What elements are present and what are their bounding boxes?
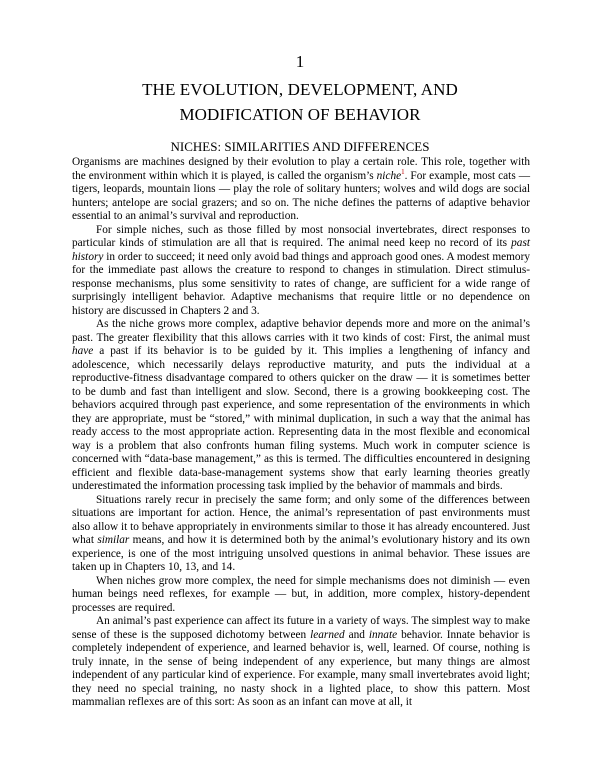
paragraph-2: For simple niches, such as those filled by most nonsocial invertebrates, direct responses to particular kinds of stimulation are all that is required. The animal need keep no record of its past history in order to succeed; it need only avoid bad things and approach good ones. A modest memory for the immediate past allows the creature to respond to changes in stimulation. Direct stimulus-response mechanisms, plus some sensitivity to rates of change, are sufficient for a wide range of surprisingly intelligent behavior. Adaptive mechanisms that require little or no dependence on history are discussed in Chapters 2 and 3. [72, 223, 530, 317]
body-text [72, 156, 530, 710]
emphasis-past-history: past history [72, 237, 530, 263]
emphasis-learned: learned [310, 628, 345, 641]
chapter-number: 1 [295, 52, 305, 71]
paragraph-6: An animal’s past experience can affect its future in a variety of ways. The simplest way to make sense of these is the supposed dichotomy between learned and innate behavior. Innate behavior is completely independent of experience, and learned behavior is, well, learned. Of course, nothing is truly innate, in the sense of being independent of any experience, but many things are almost independent of any particular kind of experience. For example, many small invertebrates avoid light; they need no special training, no nasty shock in a lighted place, to show this pattern. Most mammalian reflexes are of this sort: As soon as an infant can move at all, it [72, 615, 530, 708]
emphasis-similar: similar [97, 534, 130, 546]
niche-term: niche [376, 169, 402, 182]
paragraph-5: When niches grow more complex, the need for simple mechanisms does not diminish — even human beings need reflexes, for example — but, in addition, more complex, history-dependent processes are required. [72, 574, 530, 614]
paragraph-4: Situations rarely recur in precisely the same form; and only some of the differences between situations are important for action. Hence, the animal’s representation of past environments must also allow it to behave appropriately in environments similar to those it has already encountered. Just what similar means, and how it is determined both by the animal’s evolutionary history and its own experience, is one of the most intriguing unsolved questions in animal behavior. These issues are taken up in Chapters 10, 13, and 14. [72, 493, 530, 573]
footnote-marker[interactable]: 1 [401, 167, 405, 176]
emphasis-have: have [72, 345, 94, 357]
section-heading: NICHES: SIMILARITIES AND DIFFERENCES [170, 139, 430, 154]
chapter-title-line-2: MODIFICATION OF BEHAVIOR [179, 105, 421, 124]
paragraph-1: Organisms are machines designed by their evolution to play a certain role. This role, together with the environment within which it is played, is called the organism’s niche$^1$. For example, most cats — tigers, leopards, mountain lions — play the role of solitary hunters; wolves and wild dogs are social hunters; antelope are social grazers; and so on. The niche defines the patterns of adaptive behavior essential to an animal’s survival and reproduction. [72, 156, 530, 222]
emphasis-innate: innate [368, 628, 398, 641]
chapter-title-line-1: THE EVOLUTION, DEVELOPMENT, AND [142, 80, 458, 99]
paragraph-3: As the niche grows more complex, adaptive behavior depends more and more on the animal’s past. The greater flexibility that this allows carries with it two kinds of cost: First, the animal must have a past if its behavior is to be guided by it. This implies a lengthening of infancy and adolescence, which necessarily delays reproductive maturity, and puts the individual at a reproductive-fitness disadvantage compared to others quicker on the draw — it is sometimes better to be dumb and fast than intelligent and slow. Second, there is a growing bookkeeping cost. The behaviors acquired through past experience, and some representation of the environments in which they are appropriate, must be “stored,” with minimal duplication, in such a way that the animal has ready access to the most appropriate action. Representing data in the most flexible and economical way is a problem that also confronts human filing systems. Much work in computer science is concerned with “data-base management,” as this is termed. The difficulties encountered in designing efficient and flexible data-base-management systems show that early learning theories greatly underestimated the information processing task implied by the behavior of mammals and birds. [72, 318, 530, 492]
